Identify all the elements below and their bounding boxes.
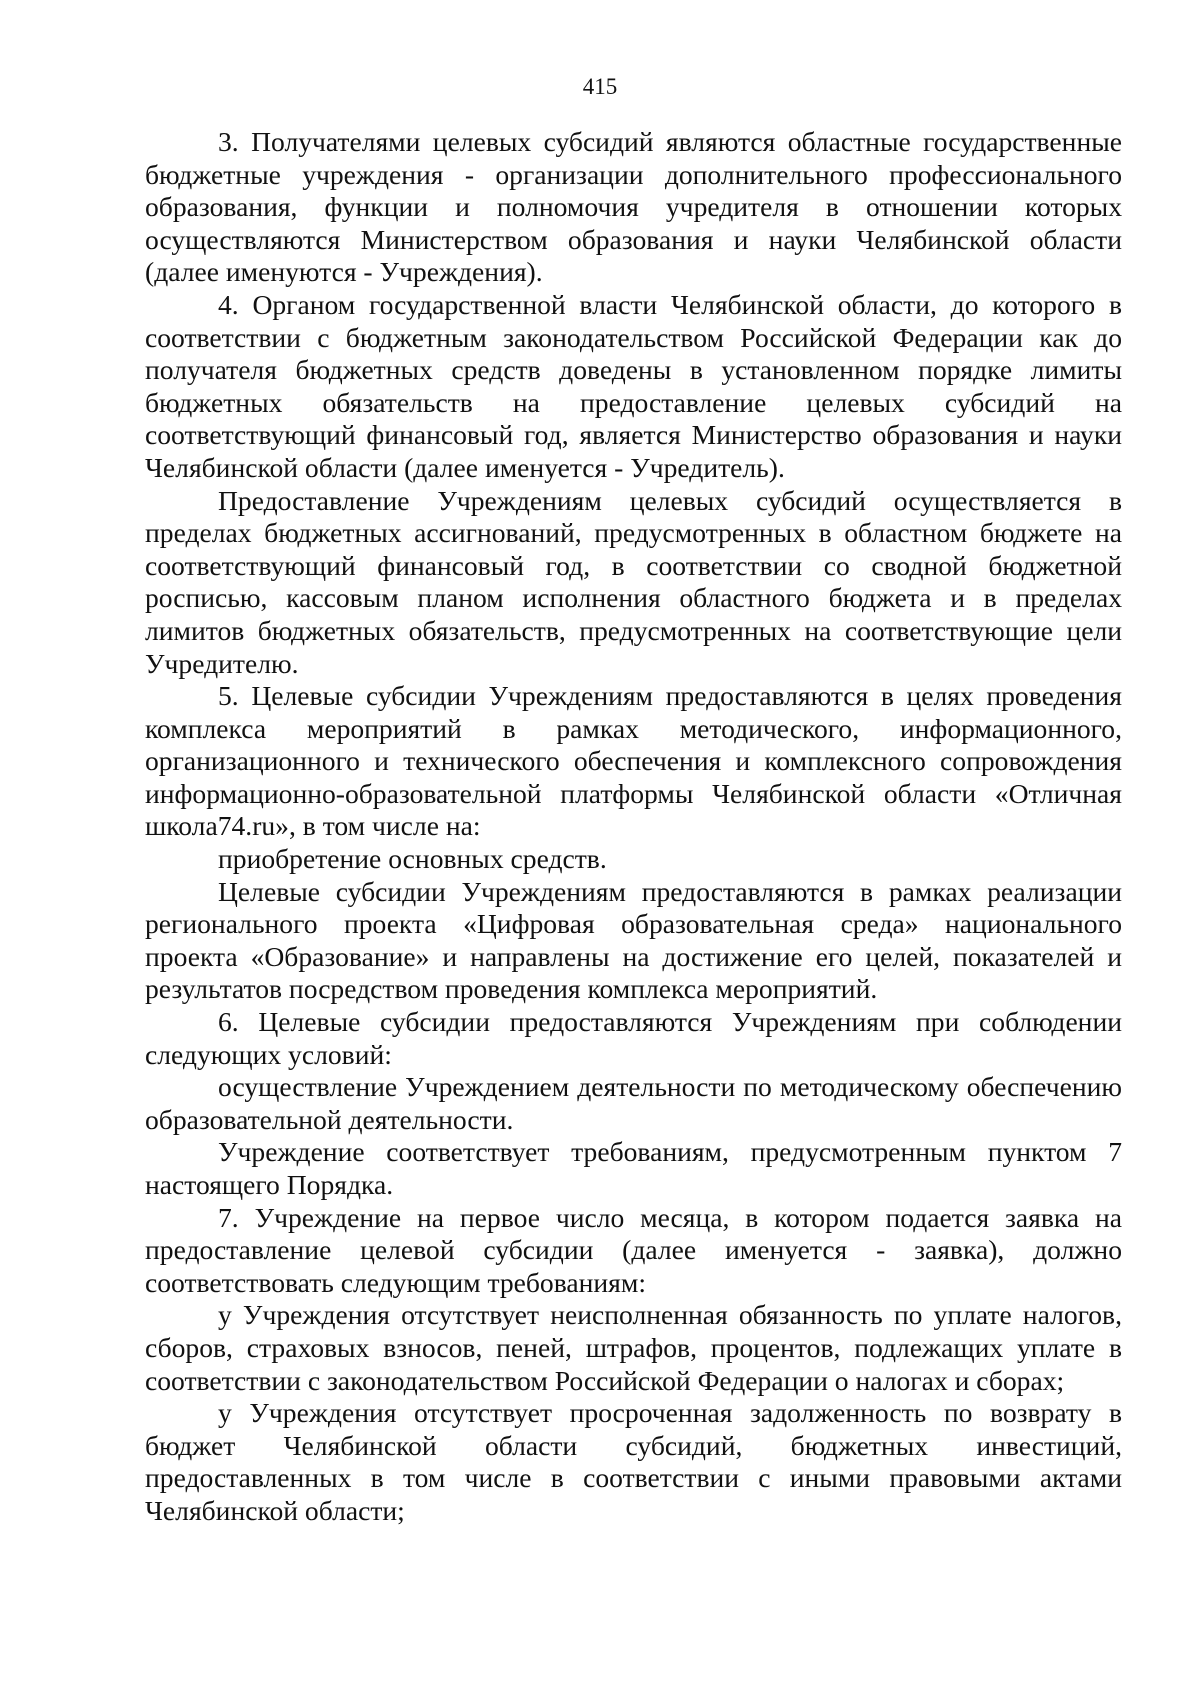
paragraph-3-recipients: 3. Получателями целевых субсидий являются областные государственные бюджетные учреждения - организации дополнительного профессионального образования, функции и полномочия учредителя в отношении которых осуществляются Министерством образования и науки Челябинской области (далее именуются - Учреждения). xyxy=(145,126,1122,288)
paragraph-6-conditions: 6. Целевые субсидии предоставляются Учреждениям при соблюдении следующих условий: xyxy=(145,1006,1122,1070)
paragraph-fixed-assets: приобретение основных средств. xyxy=(218,843,607,875)
paragraph-requirements-ref: Учреждение соответствует требованиям, предусмотренным пунктом 7 настоящего Порядка. xyxy=(145,1136,1122,1200)
page-number: 415 xyxy=(582,74,618,99)
paragraph-provision-limits: Предоставление Учреждениям целевых субсидий осуществляется в пределах бюджетных ассигнований, предусмотренных в областном бюджете на соответствующий финансовый год, в соответствии со сводной бюджетной росписью, кассовым планом исполнения областного бюджета и в пределах лимитов бюджетных обязательств, предусмотренных на соответствующие цели Учредителю. xyxy=(145,484,1122,679)
paragraph-no-tax-debt: у Учреждения отсутствует неисполненная обязанность по уплате налогов, сборов, страховых взносов, пеней, штрафов, процентов, подлежащих уплате в соответствии с законодательством Российской Федерации о налогах и сборах; xyxy=(145,1299,1122,1396)
paragraph-4-authority: 4. Органом государственной власти Челябинской области, до которого в соответствии с бюджетным законодательством Российской Федерации как до получателя бюджетных средств доведены в установленном порядке лимиты бюджетных обязательств на предоставление целевых субсидий на соответствующий финансовый год, является Министерство образования и науки Челябинской области (далее именуется - Учредитель). xyxy=(145,288,1122,483)
paragraph-methodical-support: осуществление Учреждением деятельности по методическому обеспечению образовательной деятельности. xyxy=(145,1071,1122,1135)
paragraph-regional-project: Целевые субсидии Учреждениям предоставляются в рамках реализации регионального проекта «Цифровая образовательная среда» национального проекта «Образование» и направлены на достижение его целей, показателей и результатов посредством проведения комплекса мероприятий. xyxy=(145,875,1122,1005)
document-body xyxy=(145,126,1122,1528)
paragraph-7-requirements: 7. Учреждение на первое число месяца, в котором подается заявка на предоставление целевой субсидии (далее именуется - заявка), должно соответствовать следующим требованиям: xyxy=(145,1201,1122,1298)
paragraph-no-overdue-debt: у Учреждения отсутствует просроченная задолженность по возврату в бюджет Челябинской области субсидий, бюджетных инвестиций, предоставленных в том числе в соответствии с иными правовыми актами Челябинской области; xyxy=(145,1397,1122,1526)
paragraph-5-purposes: 5. Целевые субсидии Учреждениям предоставляются в целях проведения комплекса мероприятий в рамках методического, информационного, организационного и технического обеспечения и комплексного сопровождения информационно-образовательной платформы Челябинской области «Отличная школа74.ru», в том числе на: xyxy=(145,680,1122,842)
